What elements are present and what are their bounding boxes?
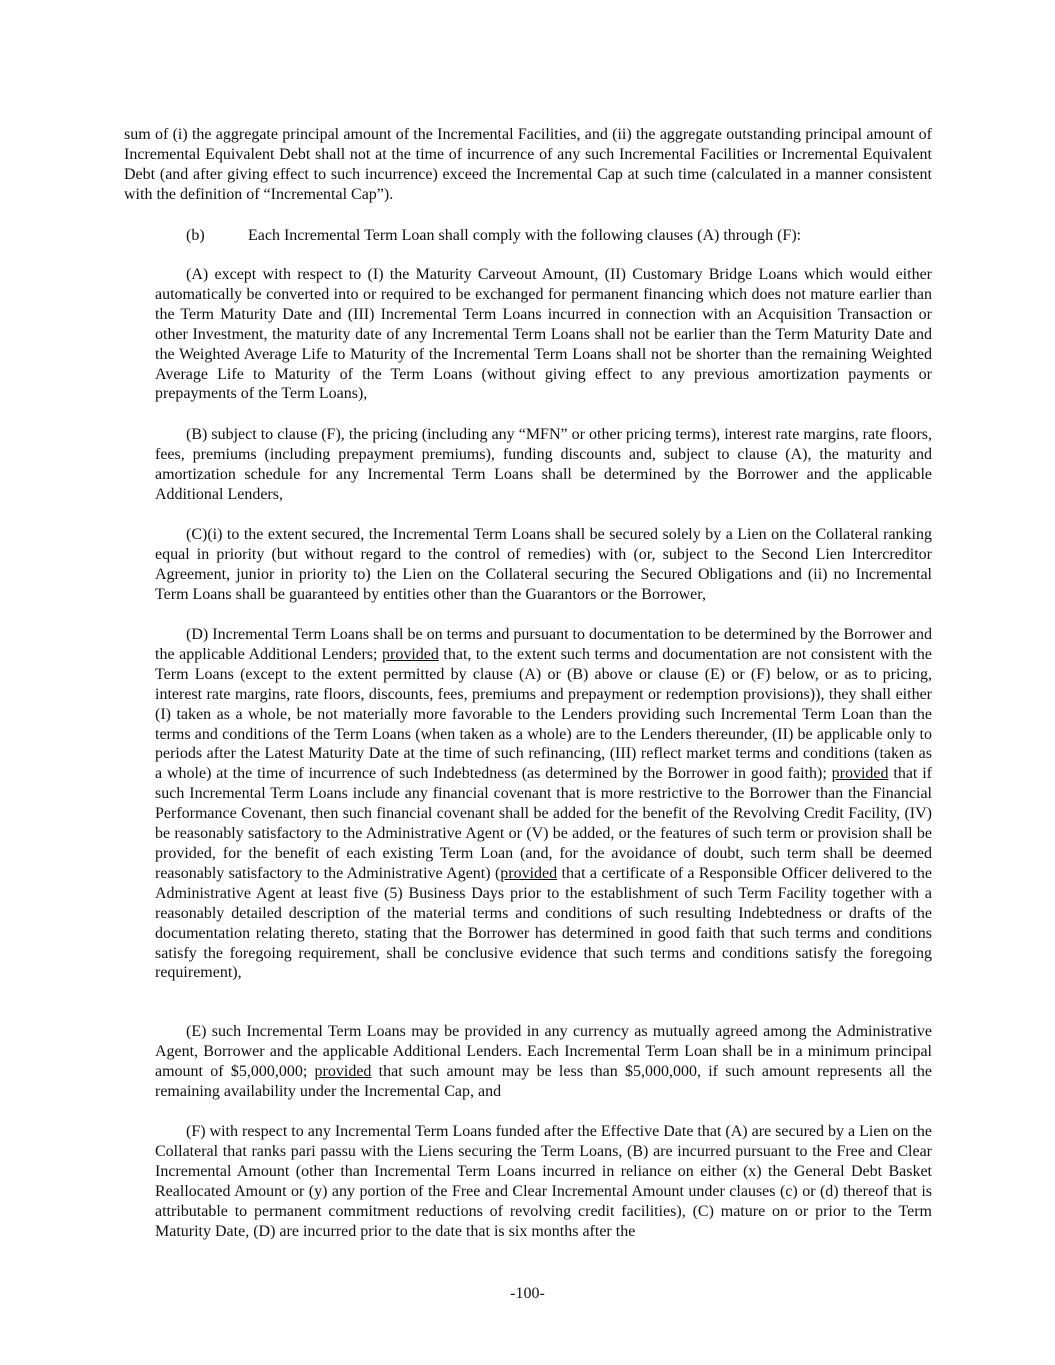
clause-d-text-4: that a certificate of a Responsible Officer delivered to the Administrative Agent at least five (5) Business Days prior to the establishment of such Term Facility together with a reasonably detailed description of the material terms and conditions of such resulting Indebtedness or drafts of the documentation relating thereto, stating that the Borrower has determined in good faith that such terms and conditions satisfy the foregoing requirement, shall be conclusive evidence that such terms and conditions satisfy the foregoing requirement),: [155, 864, 932, 982]
clause-e-text-1: (E) such Incremental Term Loans may be provided in any currency as mutually agreed among the Administrative Agent, Borrower and the applicable Additional Lenders. Each Incremental Term Loan shall be in a minimum principal amount of $5,000,000;: [155, 1023, 932, 1080]
clause-d-text-3: that if such Incremental Term Loans include any financial covenant that is more restrictive to the Borrower than the Financial Performance Covenant, then such financial covenant shall be added for the benefit of the Revolving Credit Facility, (IV) be reasonably satisfactory to the Administrative Agent or (V) be added, or the features of such term or provision shall be provided, for the benefit of each existing Term Loan (and, for the avoidance of doubt, such term shall be deemed reasonably satisfactory to the Administrative Agent) (: [155, 765, 933, 882]
clause-c-paragraph: (C)(i) to the extent secured, the Incremental Term Loans shall be secured solely by a Lien on the Collateral ranking equal in priority (but without regard to the control of remedies) with (or, subject to the Second Lien Intercreditor Agreement, junior in priority to) the Lien on the Collateral securing the Secured Obligations and (ii) no Incremental Term Loans shall be guaranteed by entities other than the Guarantors or the Borrower,: [155, 526, 932, 603]
provided-term: provided: [831, 765, 889, 783]
provided-term: provided: [381, 645, 439, 663]
provided-term: provided: [500, 864, 558, 882]
provided-term: provided: [314, 1062, 372, 1080]
clause-b-label: (b): [186, 227, 205, 244]
clause-a-paragraph: (A) except with respect to (I) the Maturity Carveout Amount, (II) Customary Bridge Loans which would either automatically be converted into or required to be exchanged for permanent financing which does not mature earlier than the Term Maturity Date and (III) Incremental Term Loans incurred in connection with an Acquisition Transaction or other Investment, the maturity date of any Incremental Term Loans shall not be earlier than the Term Maturity Date and the Weighted Average Life to Maturity of the Incremental Term Loans shall not be shorter than the remaining Weighted Average Life to Maturity of the Term Loans (without giving effect to any previous amortization payments or prepayments of the Term Loans),: [155, 266, 932, 403]
clause-d-text-1: (D) Incremental Term Loans shall be on terms and pursuant to documentation to be determined by the Borrower and the applicable Additional Lenders;: [155, 626, 932, 663]
clause-d-paragraph: [155, 625, 932, 983]
clause-f-paragraph: (F) with respect to any Incremental Term Loans funded after the Effective Date that (A) are secured by a Lien on the Collateral that ranks pari passu with the Liens securing the Term Loans, (B) are incurred pursuant to the Free and Clear Incremental Amount (other than Incremental Term Loans incurred in reliance on either (x) the General Debt Basket Reallocated Amount or (y) any portion of the Free and Clear Incremental Amount under clauses (c) or (d) thereof that is attributable to permanent commitment reductions of revolving credit facilities), (C) mature on or prior to the Term Maturity Date, (D) are incurred prior to the date that is six months after the: [155, 1123, 932, 1240]
clause-b-paragraph: (B) subject to clause (F), the pricing (including any “MFN” or other pricing terms), interest rate margins, rate floors, fees, premiums (including prepayment premiums), funding discounts and, subject to clause (A), the maturity and amortization schedule for any Incremental Term Loans shall be determined by the Borrower and the applicable Additional Lenders,: [155, 426, 932, 503]
clause-b-text: Each Incremental Term Loan shall comply with the following clauses (A) through (F):: [248, 227, 802, 244]
page-number: -100-: [510, 1285, 545, 1302]
clause-e-paragraph: [155, 1022, 932, 1102]
intro-paragraph: sum of (i) the aggregate principal amount of the Incremental Facilities, and (ii) the aggregate outstanding principal amount of Incremental Equivalent Debt shall not at the time of incurrence of any such Incremental Facilities or Incremental Equivalent Debt (and after giving effect to such incurrence) exceed the Incremental Cap at such time (calculated in a manner consistent with the definition of “Incremental Cap”).: [124, 126, 932, 203]
clause-b-heading: [186, 226, 801, 246]
clause-e-text-2: that such amount may be less than $5,000,000, if such amount represents all the remaining availability under the Incremental Cap, and: [155, 1062, 933, 1100]
clause-d-text-2: that, to the extent such terms and documentation are not consistent with the Term Loans (except to the extent permitted by clause (A) or (B) above or clause (E) or (F) below, or as to pricing, interest rate margins, rate floors, discounts, fees, premiums and prepayment or redemption provisions)), they shall either (I) taken as a whole, be not materially more favorable to the Lenders providing such Incremental Term Loan than the terms and conditions of the Term Loans (when taken as a whole) are to the Lenders thereunder, (II) be applicable only to periods after the Latest Maturity Date at the time of such refinancing, (III) reflect market terms and conditions (taken as a whole) at the time of incurrence of such Indebtedness (as determined by the Borrower in good faith);: [155, 645, 932, 783]
